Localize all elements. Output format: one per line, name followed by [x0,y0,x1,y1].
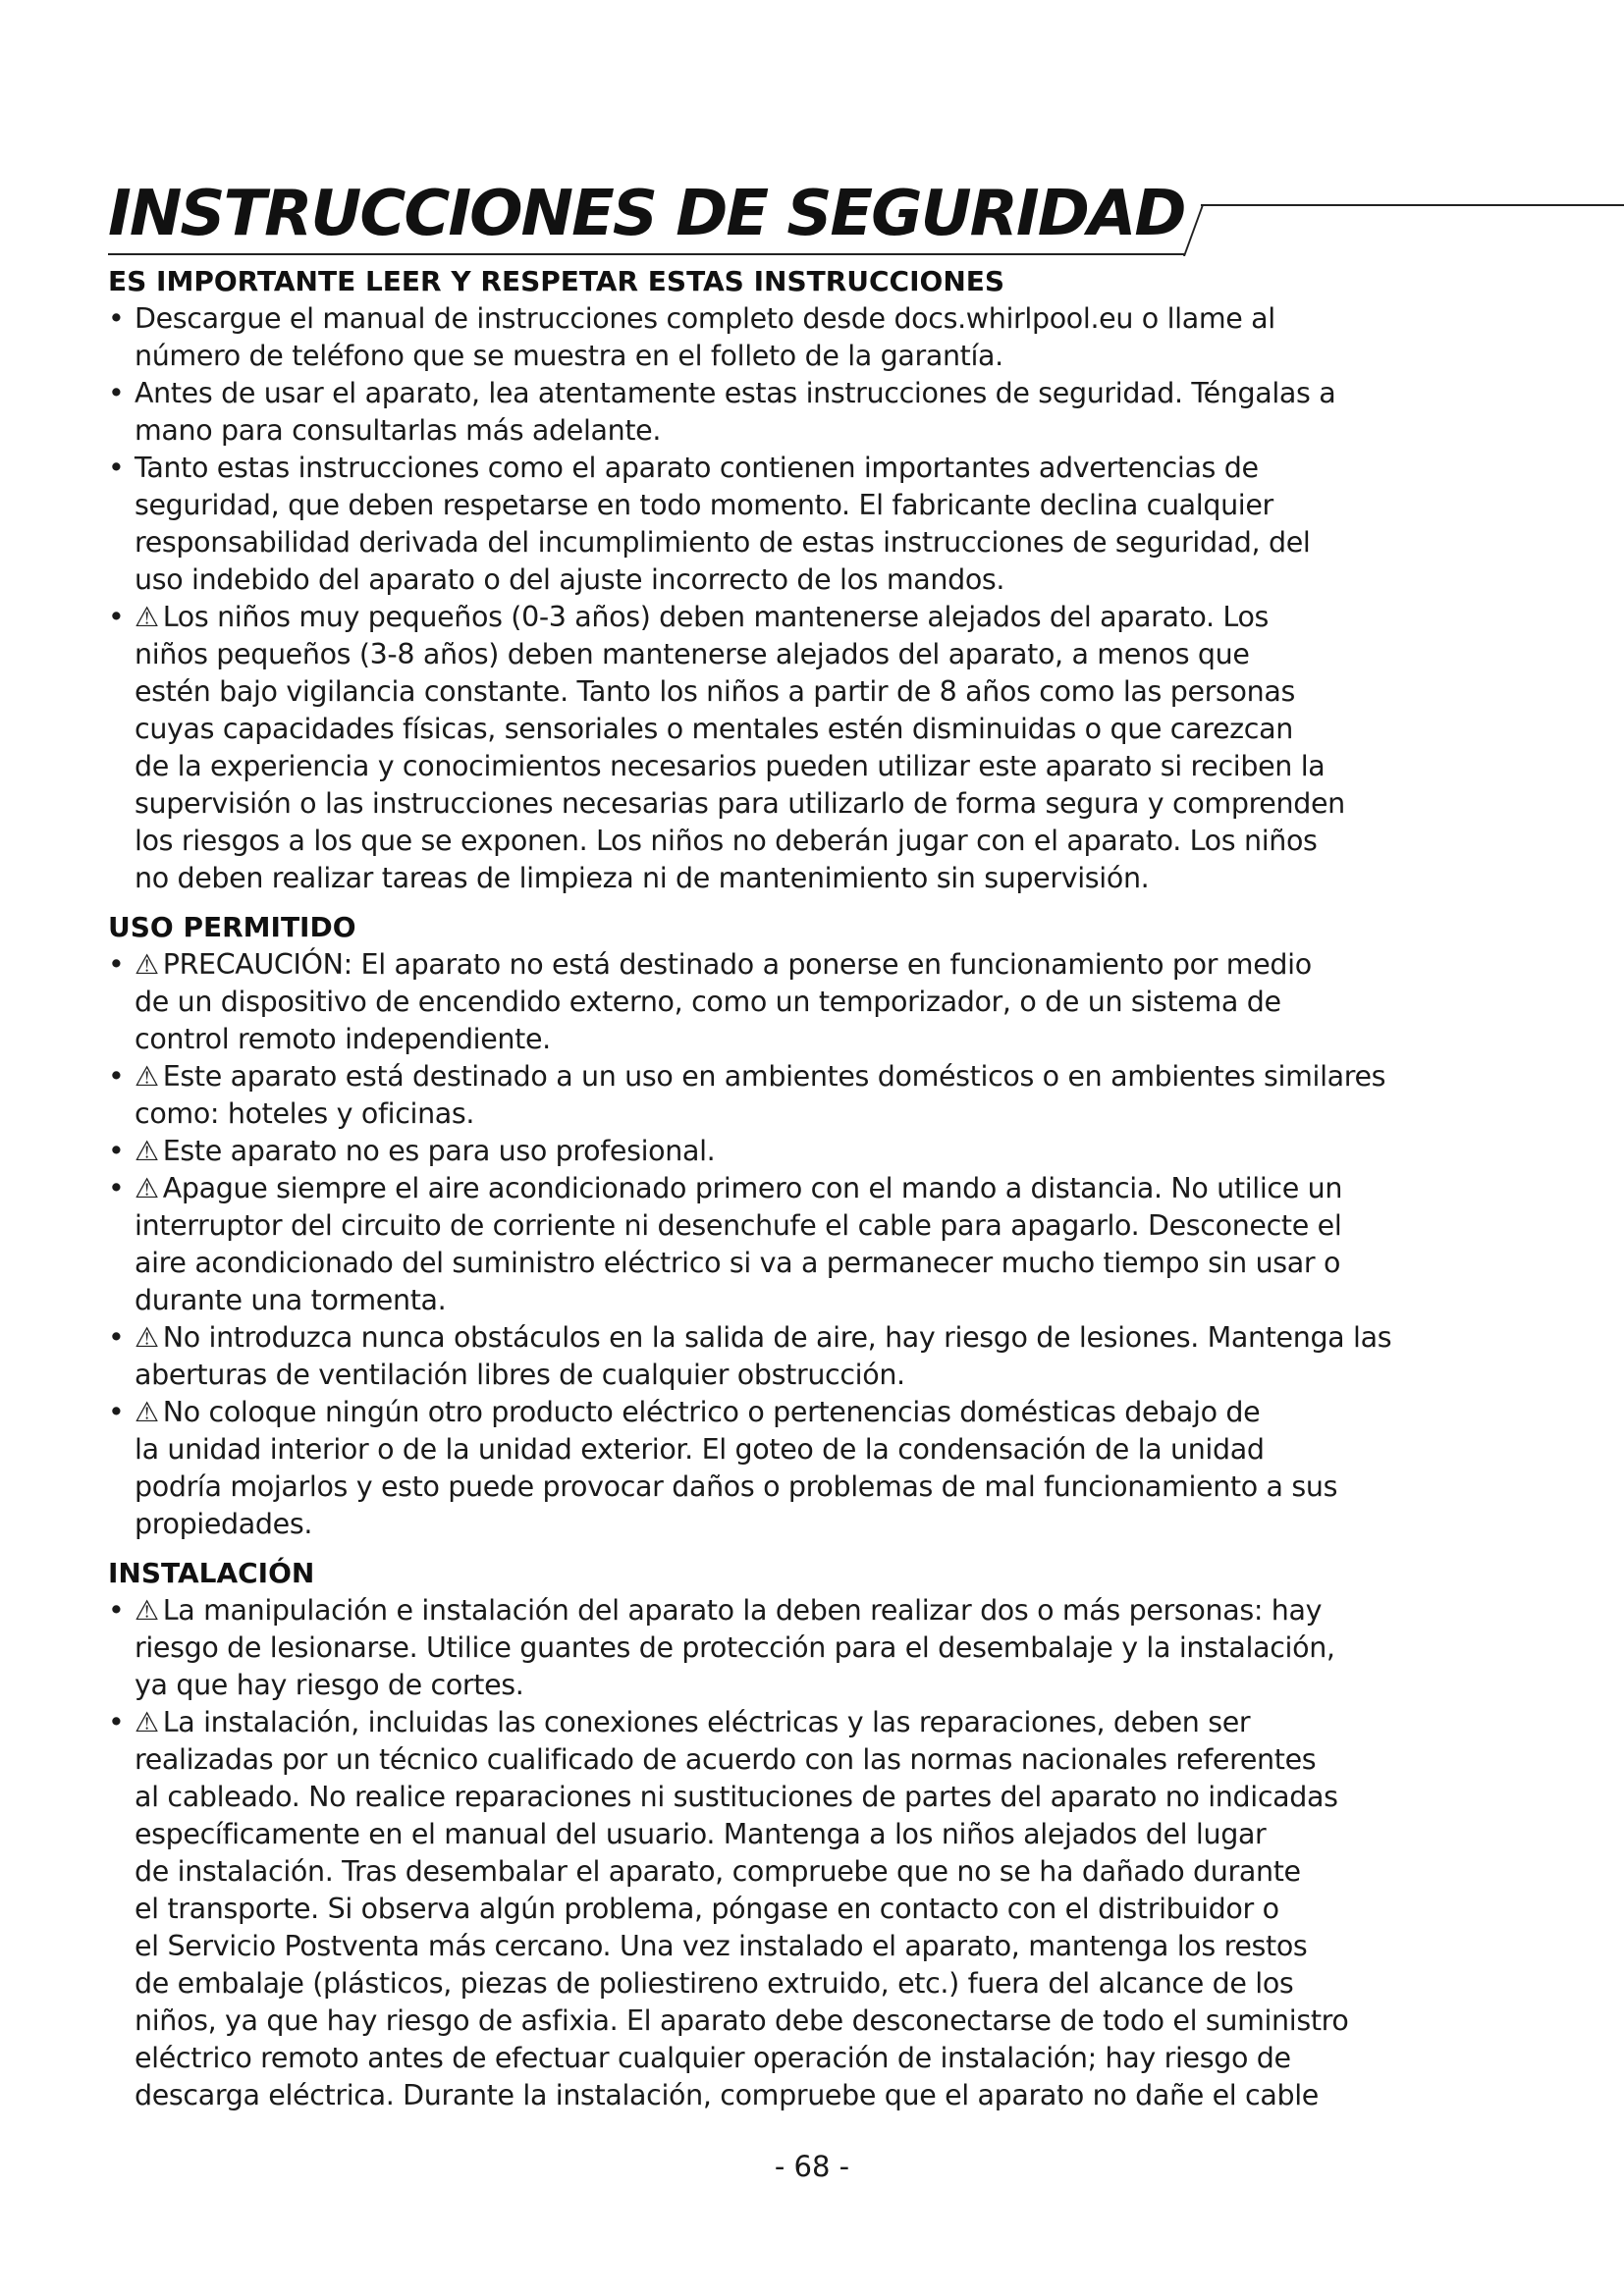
bullet-icon: • [108,1706,125,1738]
safety-content [108,263,1542,2114]
item-line [135,1021,1542,1058]
bullet-icon: • [108,1060,125,1093]
item-line [135,338,1542,375]
item-line [135,524,1542,561]
title-top-rule [1201,204,1624,206]
item-line-text: propiedades. [135,1508,313,1540]
item-line-text: ya que hay riesgo de cortes. [135,1669,524,1701]
item-line-text: Los niños muy pequeños (0-3 años) deben mantenerse alejados del aparato. Los [162,601,1270,633]
item-line [135,1058,1542,1095]
item-line-text: Este aparato está destinado a un uso en ambientes domésticos o en ambientes similares [162,1060,1386,1093]
bullet-icon: • [108,377,125,409]
item-line-text: riesgo de lesionarse. Utilice guantes de protección para el desembalaje y la instalación, [135,1631,1335,1664]
list-item [108,946,1542,1058]
item-line-text: el Servicio Postventa más cercano. Una vez instalado el aparato, mantenga los restos [135,1930,1308,1962]
list-item [108,599,1542,897]
list-item [108,1394,1542,1543]
item-line [135,1468,1542,1506]
item-line [135,2077,1542,2114]
item-line [135,2002,1542,2040]
item-line-text: Tanto estas instrucciones como el aparato contienen importantes advertencias de [135,452,1259,484]
warning-triangle-icon: ⚠ [135,1172,159,1204]
item-line [135,487,1542,524]
item-line [135,1741,1542,1779]
section-heading: ES IMPORTANTE LEER Y RESPETAR ESTAS INSTRUCCIONES [108,265,1005,297]
list-item [108,1592,1542,1704]
list-item [108,1133,1542,1170]
bullet-icon: • [108,1321,125,1354]
item-line [135,450,1542,487]
item-line [135,1207,1542,1245]
section-heading: USO PERMITIDO [108,911,356,943]
item-line [135,1431,1542,1468]
item-line [135,1592,1542,1629]
item-line-text: el transporte. Si observa algún problema, póngase en contacto con el distribuidor o [135,1893,1279,1925]
item-line-text: No coloque ningún otro producto eléctrico o pertenencias domésticas debajo de [162,1396,1261,1428]
item-line [135,1245,1542,1282]
item-line [135,946,1542,984]
item-line [135,1891,1542,1928]
section-heading: INSTALACIÓN [108,1557,315,1589]
item-line [135,1394,1542,1431]
bullet-icon: • [108,452,125,484]
item-line [135,375,1542,412]
page-title: INSTRUCCIONES DE SEGURIDAD [108,178,1185,250]
title-block [108,175,1542,263]
list-item [108,1704,1542,2114]
list-item [108,1170,1542,1319]
page-number: - 68 - [774,2150,850,2183]
bullet-icon: • [108,601,125,633]
item-line [135,636,1542,673]
item-line [135,412,1542,450]
bullet-icon: • [108,1172,125,1204]
item-line-text: niños, ya que hay riesgo de asfixia. El aparato debe desconectarse de todo el suministro [135,2004,1349,2037]
warning-triangle-icon: ⚠ [135,948,159,981]
item-line-text: específicamente en el manual del usuario. Mantenga a los niños alejados del lugar [135,1818,1267,1850]
item-line [135,1667,1542,1704]
item-line [135,1095,1542,1133]
item-line-text: al cableado. No realice reparaciones ni sustituciones de partes del aparato no indicadas [135,1781,1338,1813]
item-line-text: Descargue el manual de instrucciones completo desde docs.whirlpool.eu o llame al [135,302,1275,335]
item-line [135,1928,1542,1965]
item-line-text: los riesgos a los que se exponen. Los niños no deberán jugar con el aparato. Los niños [135,825,1318,857]
bullet-list [108,300,1542,897]
item-line [135,860,1542,897]
item-line-text: seguridad, que deben respetarse en todo momento. El fabricante declina cualquier [135,489,1273,521]
item-line-text: no deben realizar tareas de limpieza ni de mantenimiento sin supervisión. [135,862,1150,894]
item-line-text: La instalación, incluidas las conexiones eléctricas y las reparaciones, deben ser [162,1706,1251,1738]
bullet-icon: • [108,302,125,335]
item-line-text: podría mojarlos y esto puede provocar daños o problemas de mal funcionamiento a sus [135,1470,1338,1503]
item-line [135,1282,1542,1319]
item-line [135,1133,1542,1170]
item-line-text: supervisión o las instrucciones necesarias para utilizarlo de forma segura y comprenden [135,787,1345,820]
item-line [135,1506,1542,1543]
item-line-text: mano para consultarlas más adelante. [135,414,662,447]
item-line-text: descarga eléctrica. Durante la instalación, compruebe que el aparato no dañe el cable [135,2079,1319,2111]
bullet-icon: • [108,1594,125,1627]
item-line [135,1965,1542,2002]
item-line-text: responsabilidad derivada del incumplimiento de estas instrucciones de seguridad, del [135,526,1311,559]
bullet-list [108,946,1542,1543]
warning-triangle-icon: ⚠ [135,1321,159,1354]
item-line-text: aberturas de ventilación libres de cualquier obstrucción. [135,1359,905,1391]
item-line-text: cuyas capacidades físicas, sensoriales o mentales estén disminuidas o que carezcan [135,713,1293,745]
item-line [135,1779,1542,1816]
warning-triangle-icon: ⚠ [135,1060,159,1093]
list-item [108,450,1542,599]
item-line [135,748,1542,785]
list-item [108,300,1542,375]
bullet-icon: • [108,1135,125,1167]
item-line [135,300,1542,338]
item-line [135,2040,1542,2077]
item-line-text: estén bajo vigilancia constante. Tanto los niños a partir de 8 años como las personas [135,675,1295,708]
warning-triangle-icon: ⚠ [135,1706,159,1738]
item-line [135,599,1542,636]
item-line-text: niños pequeños (3-8 años) deben mantenerse alejados del aparato, a menos que [135,638,1250,670]
bullet-list [108,1592,1542,2114]
item-line-text: durante una tormenta. [135,1284,447,1316]
bullet-icon: • [108,948,125,981]
item-line-text: control remoto independiente. [135,1023,551,1055]
bullet-icon: • [108,1396,125,1428]
item-line [135,785,1542,823]
warning-triangle-icon: ⚠ [135,1594,159,1627]
item-line [135,1816,1542,1853]
item-line [135,673,1542,711]
item-line-text: realizadas por un técnico cualificado de acuerdo con las normas nacionales referentes [135,1743,1317,1776]
item-line-text: uso indebido del aparato o del ajuste incorrecto de los mandos. [135,563,1005,596]
item-line-text: Apague siempre el aire acondicionado primero con el mando a distancia. No utilice un [162,1172,1343,1204]
item-line-text: aire acondicionado del suministro eléctrico si va a permanecer mucho tiempo sin usar o [135,1247,1341,1279]
item-line [135,1170,1542,1207]
item-line-text: de la experiencia y conocimientos necesarios pueden utilizar este aparato si reciben la [135,750,1326,782]
item-line-text: No introduzca nunca obstáculos en la salida de aire, hay riesgo de lesiones. Mantenga las [162,1321,1392,1354]
item-line-text: la unidad interior o de la unidad exterior. El goteo de la condensación de la unidad [135,1433,1265,1466]
item-line-text: número de teléfono que se muestra en el folleto de la garantía. [135,340,1003,372]
item-line-text: eléctrico remoto antes de efectuar cualquier operación de instalación; hay riesgo de [135,2042,1291,2074]
item-line [135,1853,1542,1891]
warning-triangle-icon: ⚠ [135,601,159,633]
item-line-text: de un dispositivo de encendido externo, como un temporizador, o de un sistema de [135,986,1281,1018]
item-line-text: de instalación. Tras desembalar el aparato, compruebe que no se ha dañado durante [135,1855,1301,1888]
item-line [135,823,1542,860]
item-line-text: PRECAUCIÓN: El aparato no está destinado a ponerse en funcionamiento por medio [162,948,1312,981]
item-line-text: La manipulación e instalación del aparato la deben realizar dos o más personas: hay [162,1594,1323,1627]
list-item [108,375,1542,450]
item-line [135,1357,1542,1394]
list-item [108,1058,1542,1133]
item-line [135,984,1542,1021]
warning-triangle-icon: ⚠ [135,1396,159,1428]
item-line-text: Antes de usar el aparato, lea atentamente estas instrucciones de seguridad. Téngalas a [135,377,1336,409]
item-line [135,1319,1542,1357]
list-item [108,1319,1542,1394]
warning-triangle-icon: ⚠ [135,1135,159,1167]
item-line-text: de embalaje (plásticos, piezas de poliestireno extruido, etc.) fuera del alcance de los [135,1967,1294,2000]
title-underline [108,253,1184,255]
item-line [135,1629,1542,1667]
item-line-text: interruptor del circuito de corriente ni desenchufe el cable para apagarlo. Desconecte el [135,1209,1342,1242]
title-slash-divider [1183,204,1204,256]
item-line-text: como: hoteles y oficinas. [135,1097,475,1130]
item-line [135,1704,1542,1741]
item-line [135,561,1542,599]
item-line [135,711,1542,748]
item-line-text: Este aparato no es para uso profesional. [162,1135,716,1167]
